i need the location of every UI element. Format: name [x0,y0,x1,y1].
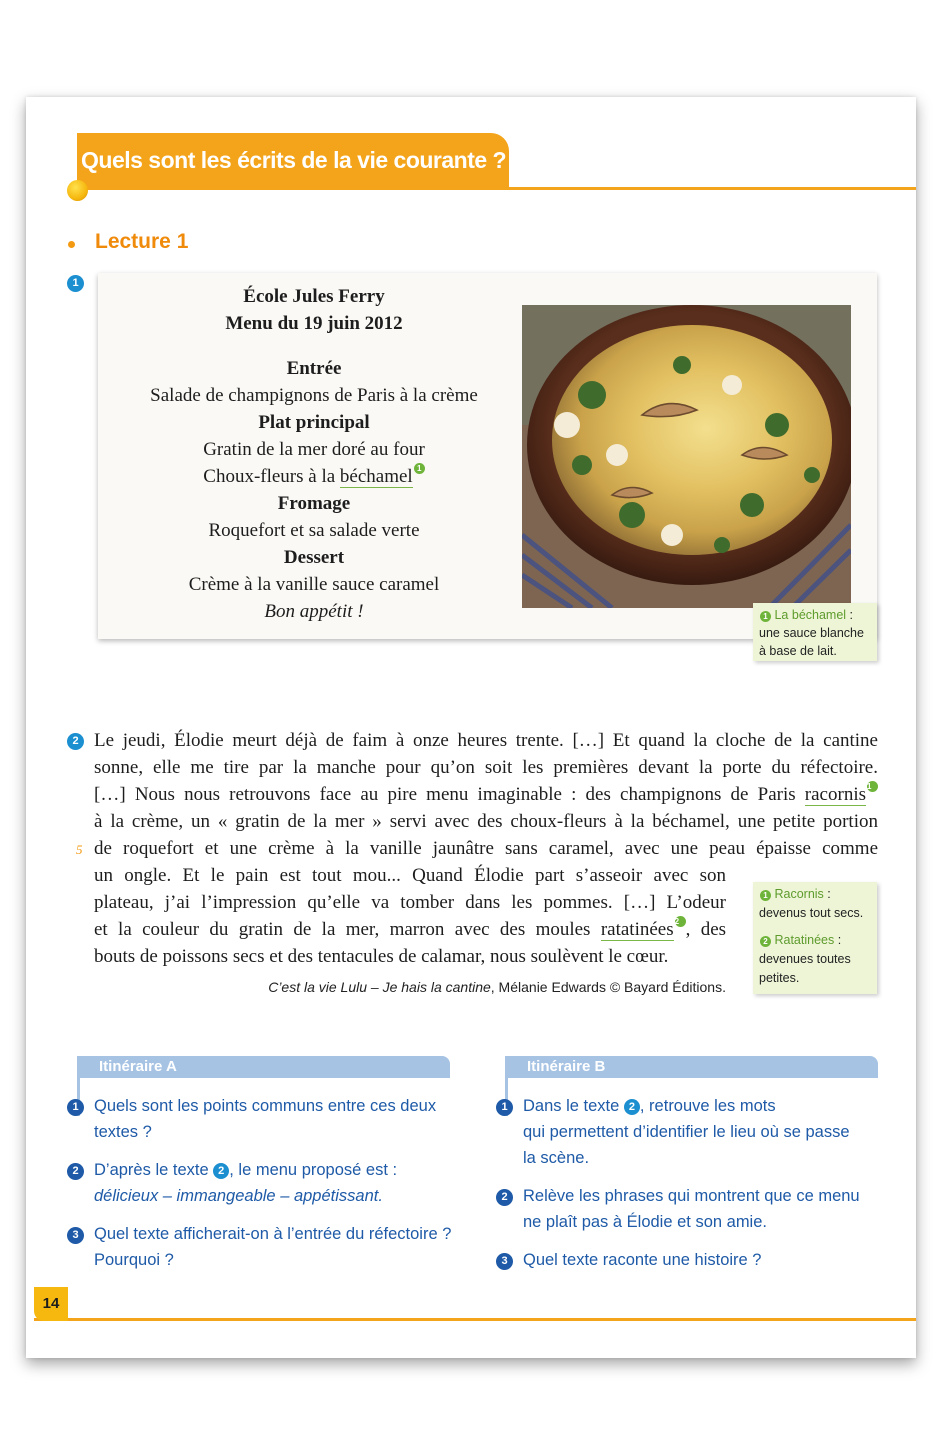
itin-a-question-2 [94,1157,439,1209]
menu-fromage: Roquefort et sa salade verte [208,520,420,541]
gloss-ratatinees-def-2: petites. [759,971,800,985]
menu-text [103,283,525,625]
itin-b-q1-badge: 1 [496,1099,513,1116]
itin-b-q2-line-2: ne plaît pas à Élodie et son amie. [523,1213,767,1231]
itin-a-q1-badge: 1 [67,1099,84,1116]
itin-a-q2-post: , le menu proposé est : [229,1161,398,1179]
itinerary-b-header: Itinéraire B [505,1056,878,1078]
note-1-icon: 1 [414,463,425,474]
itin-b-q1-line-3: la scène. [523,1149,590,1167]
passage-line-9: bouts de poissons secs et des tentacules de calamar, nous soulèvent le cœur. [94,946,669,967]
section-title: Lecture 1 [95,230,189,253]
menu-school: École Jules Ferry [243,286,385,307]
gloss-ratatinees-term: Ratatinées [774,933,835,947]
itin-a-q2-pre: D’après le texte [94,1161,214,1179]
source-title: C’est la vie Lulu – Je hais la cantine [268,979,491,995]
passage-line-4: à la crème, un « gratin de la mer » servi avec des choux-fleurs à la béchamel, une petite portion [94,811,878,832]
gloss-ratatinees-line [759,931,871,950]
page-number: 14 [34,1287,68,1321]
menu-entree-label: Entrée [286,358,342,379]
menu-dessert-label: Dessert [283,547,345,568]
gloss-ratatinees-sep: : [834,933,842,947]
page-title: Quels sont les écrits de la vie courante ? [81,147,507,173]
menu-entree: Salade de champignons de Paris à la crème [150,385,478,406]
textbook-page [26,97,916,1358]
header-rule [77,187,916,190]
menu-fromage-label: Fromage [277,493,351,514]
glossary-bechamel [753,603,877,661]
gloss-racornis-sep: : [823,887,831,901]
itin-a-q1-line-1: Quels sont les points communs entre ces deux [94,1097,437,1115]
gloss-bechamel-sep: : [846,608,854,622]
gloss-2-icon: 2 [760,936,771,947]
passage-line-3 [94,781,878,808]
gloss-bechamel-term: La béchamel [774,608,847,622]
footer-rule [34,1318,916,1321]
itin-b-question-3 [523,1247,873,1273]
doc2-ref-icon: 2 [624,1099,640,1115]
gloss-bechamel-def-1: une sauce blanche [759,626,864,640]
passage-line-2: sonne, elle me tire par la manche pour qu’on soit les premières devant la porte du réfectoire. [94,757,878,778]
gloss-bechamel-def-2: à base de lait. [759,644,837,658]
itin-a-question-1 [94,1093,439,1145]
menu-plat-label: Plat principal [258,412,370,433]
gratin-photo [522,305,851,608]
gloss-racornis-term: Racornis [774,887,824,901]
glossary-passage [753,882,877,994]
itin-a-q2-badge: 2 [67,1163,84,1180]
passage-line-6: un ongle. Et le pain est tout mou... Quand Élodie part s’asseoir avec son [94,865,726,886]
itin-b-question-2 [523,1183,873,1235]
itin-b-q1-line-2: qui permettent d’identifier le lieu où se passe [523,1123,850,1141]
passage-line-8 [94,916,726,943]
itin-a-q3-line-1: Quel texte afficherait-on à l’entrée du réfectoire ? [94,1225,452,1243]
gloss-ratatinees-def-1: devenues toutes [759,952,851,966]
itinerary-a-header: Itinéraire A [77,1056,450,1078]
source-author: , Mélanie Edwards © Bayard Éditions. [490,979,726,995]
menu-plat-2 [103,463,525,490]
passage-line-3-text: […] Nous nous retrouvons face au pire menu imaginable : des champignons de Paris [94,784,796,805]
bullet-icon [68,241,75,248]
note-2-icon: 2 [675,916,686,927]
menu-closing: Bon appétit ! [264,601,364,622]
itin-b-q1-line-1 [523,1093,873,1119]
itin-b-q3-line-1: Quel texte raconte une histoire ? [523,1251,762,1269]
menu-card [98,273,877,639]
doc2-number-badge: 2 [67,733,84,750]
gloss-racornis-line [759,885,871,904]
gloss-1-icon: 1 [760,611,771,622]
passage-line-1: Le jeudi, Élodie meurt déjà de faim à onze heures trente. […] Et quand la cloche de la cantine [94,730,878,751]
passage-line-8-text: et la couleur du gratin de la mer, marron avec des moules [94,919,591,940]
line-number: 5 [76,842,83,857]
bechamel-word: béchamel [339,466,413,487]
itin-b-q2-badge: 2 [496,1189,513,1206]
passage-source [226,979,726,995]
passage-line-5: de roquefort et une crème à la vanille jaunâtre sans caramel, avec une peau épaisse comme [94,838,878,859]
gloss-1-icon: 1 [760,890,771,901]
gloss-bechamel-term-line [759,606,871,624]
itin-b-q2-line-1: Relève les phrases qui montrent que ce menu [523,1187,860,1205]
doc1-number-badge: 1 [67,275,84,292]
passage-line-7: plateau, j’ai l’impression qu’elle va tomber dans les pommes. […] L’odeur [94,892,726,913]
header-dot-icon [67,180,88,201]
menu-date: Menu du 19 juin 2012 [225,313,403,334]
itin-a-q2-line-2: délicieux – immangeable – appétissant. [94,1187,383,1205]
menu-plat-1: Gratin de la mer doré au four [203,439,425,460]
itin-a-q3-badge: 3 [67,1227,84,1244]
itin-a-question-3 [94,1221,464,1273]
gloss-racornis-def: devenus tout secs. [759,906,864,920]
ratatinees-word: ratatinées [600,919,674,940]
itin-b-question-1 [523,1093,873,1171]
itin-b-q1-pre: Dans le texte [523,1097,624,1115]
menu-dessert: Crème à la vanille sauce caramel [188,574,440,595]
itin-a-q2-line-1 [94,1157,439,1183]
menu-plat-2-prefix: Choux-fleurs à la [203,466,340,487]
itin-a-q3-line-2: Pourquoi ? [94,1251,174,1269]
note-1-icon: 1 [867,781,878,792]
itin-a-q1-line-2: textes ? [94,1123,152,1141]
doc2-ref-icon: 2 [213,1163,229,1179]
itin-b-q3-badge: 3 [496,1253,513,1270]
passage-line-8-end: , des [685,919,727,940]
itin-b-q1-post: , retrouve les mots [639,1097,776,1115]
racornis-word: racornis [804,784,866,805]
